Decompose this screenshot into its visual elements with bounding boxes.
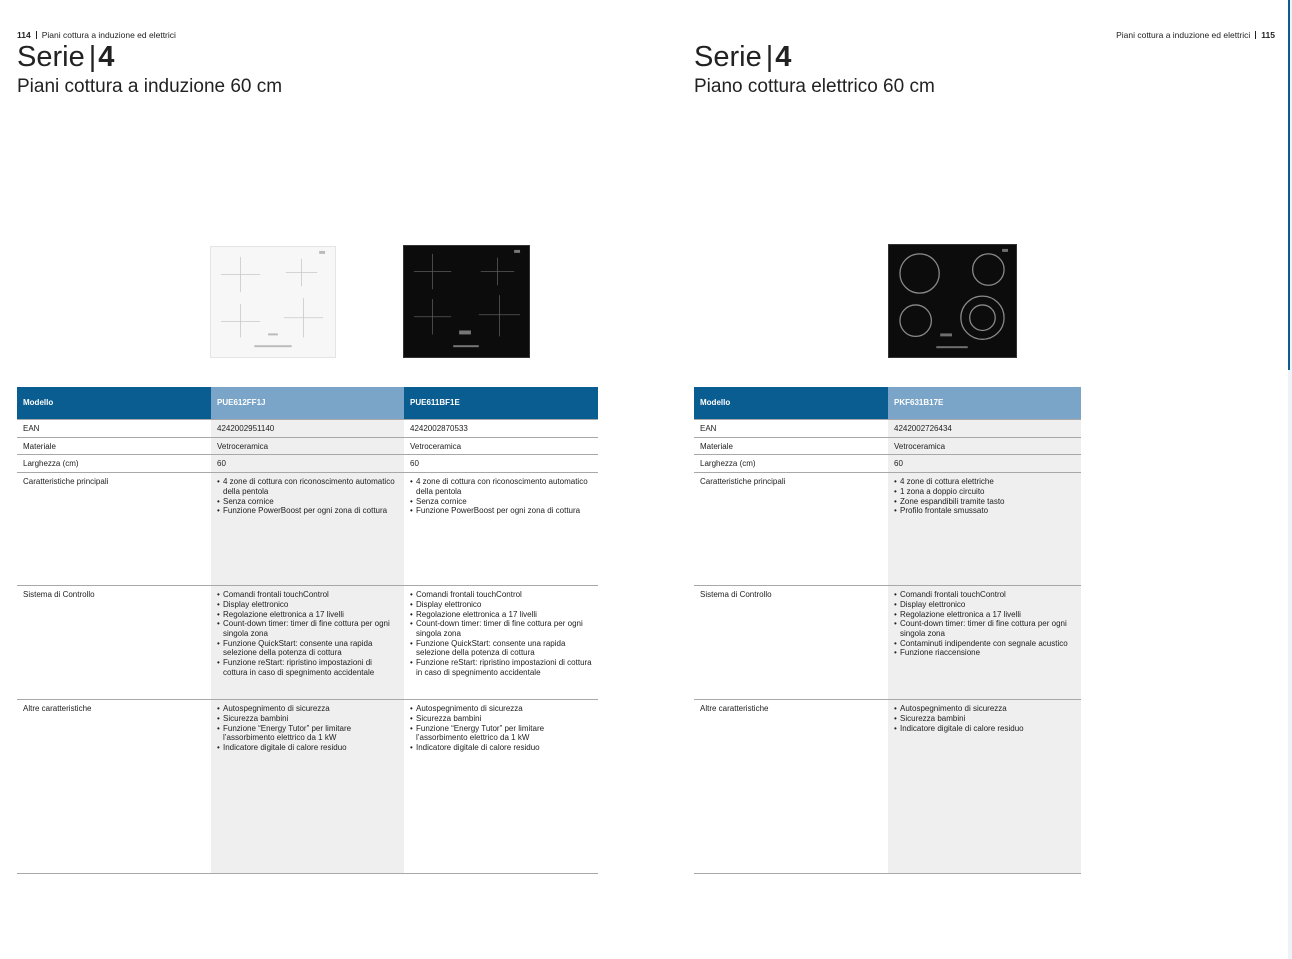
list-item: • Comandi frontali touchControl <box>410 590 592 600</box>
header-modello: Modello <box>17 387 211 420</box>
list-item: • Display elettronico <box>410 600 592 610</box>
list-item: • Senza cornice <box>217 497 398 507</box>
cell-value: Vetroceramica <box>888 437 1081 455</box>
page-number-right: 115 <box>1261 30 1275 40</box>
page-edge-bar <box>1288 0 1292 959</box>
serie-number: 4 <box>98 41 115 73</box>
subtitle-right: Piano cottura elettrico 60 cm <box>694 76 935 97</box>
serie-number: 4 <box>775 41 792 73</box>
electric-hob-black-icon <box>889 245 1016 357</box>
cell-list <box>888 473 1081 586</box>
list-item: • Indicatore digitale di calore residuo <box>410 743 592 753</box>
header-modello: Modello <box>694 387 888 420</box>
row-label: Materiale <box>694 437 888 455</box>
header-separator <box>36 31 37 39</box>
list-item: • Comandi frontali touchControl <box>217 590 398 600</box>
bullet-list <box>217 590 398 677</box>
header-model-pue612ff1j: PUE612FF1J <box>211 387 404 420</box>
row-label: Materiale <box>17 437 211 455</box>
list-item: • Funzione “Energy Tutor” per limitare l’assorbimento elettrico da 1 kW <box>217 724 398 743</box>
row-label: Sistema di Controllo <box>694 586 888 700</box>
list-item: • Contaminuti indipendente con segnale acustico <box>894 639 1075 649</box>
list-item: • Profilo frontale smussato <box>894 506 1075 516</box>
list-item: • Sicurezza bambini <box>217 714 398 724</box>
table-row-altre-caratteristiche <box>17 700 598 874</box>
list-item: • Regolazione elettronica a 17 livelli <box>217 610 398 620</box>
row-label: EAN <box>17 420 211 438</box>
list-item: • 4 zone di cottura con riconoscimento automatico della pentola <box>410 477 592 496</box>
list-item: • 4 zone di cottura con riconoscimento automatico della pentola <box>217 477 398 496</box>
cell-list <box>404 586 598 700</box>
cell-value: 60 <box>404 455 598 473</box>
table-row-materiale <box>694 437 1081 455</box>
spec-table-right <box>694 387 1081 874</box>
list-item: • Senza cornice <box>410 497 592 507</box>
table-row-ean <box>17 420 598 438</box>
serie-word: Serie <box>17 41 85 73</box>
table-row-ean <box>694 420 1081 438</box>
serie-pipe: | <box>765 41 774 73</box>
list-item: • Count-down timer: timer di fine cottura per ogni singola zona <box>217 619 398 638</box>
list-item: • Funzione QuickStart: consente una rapida selezione della potenza di cottura <box>217 639 398 658</box>
list-item: • Comandi frontali touchControl <box>894 590 1075 600</box>
row-label: Sistema di Controllo <box>17 586 211 700</box>
row-label: Caratteristiche principali <box>694 473 888 586</box>
list-item: • Indicatore digitale di calore residuo <box>894 724 1075 734</box>
serie-pipe: | <box>88 41 97 73</box>
list-item: • Count-down timer: timer di fine cottura per ogni singola zona <box>410 619 592 638</box>
table-row-materiale <box>17 437 598 455</box>
list-item: • Funzione QuickStart: consente una rapida selezione della potenza di cottura <box>410 639 592 658</box>
cell-list <box>211 700 404 874</box>
list-item: • Funzione PowerBoost per ogni zona di cottura <box>217 506 398 516</box>
list-item: • Sicurezza bambini <box>410 714 592 724</box>
list-item: • Autospegnimento di sicurezza <box>894 704 1075 714</box>
table-row-altre-caratteristiche <box>694 700 1081 874</box>
cell-list <box>888 700 1081 874</box>
bullet-list <box>894 590 1075 658</box>
list-item: • Display elettronico <box>217 600 398 610</box>
right-page <box>646 0 1292 959</box>
table-header-row <box>694 387 1081 420</box>
row-label: Caratteristiche principali <box>17 473 211 586</box>
list-item: • Display elettronico <box>894 600 1075 610</box>
list-item: • Funzione “Energy Tutor” per limitare l’assorbimento elettrico da 1 kW <box>410 724 592 743</box>
running-header-right <box>1116 30 1275 40</box>
bullet-list <box>410 590 592 677</box>
list-item: • Funzione riaccensione <box>894 648 1075 658</box>
electric-hob-black-image <box>888 244 1017 358</box>
cell-list <box>888 586 1081 700</box>
list-item: • Funzione PowerBoost per ogni zona di cottura <box>410 506 592 516</box>
list-item: • 4 zone di cottura elettriche <box>894 477 1075 487</box>
list-item: • Zone espandibili tramite tasto <box>894 497 1075 507</box>
list-item: • Indicatore digitale di calore residuo <box>217 743 398 753</box>
table-header-row <box>17 387 598 420</box>
list-item: • Funzione reStart: ripristino impostazioni di cottura in caso di spegnimento accidentale <box>217 658 398 677</box>
running-title-left: Piani cottura a induzione ed elettrici <box>41 30 176 40</box>
table-row-larghezza <box>694 455 1081 473</box>
row-label: Altre caratteristiche <box>694 700 888 874</box>
bullet-list <box>894 477 1075 516</box>
subtitle-left: Piani cottura a induzione 60 cm <box>17 76 283 97</box>
cell-value: 60 <box>888 455 1081 473</box>
cell-list <box>404 700 598 874</box>
running-header-left <box>17 30 176 40</box>
table-row-caratteristiche <box>17 473 598 586</box>
bullet-list <box>410 704 592 753</box>
serie-title-left <box>17 40 114 74</box>
cell-value: 60 <box>211 455 404 473</box>
running-title-right: Piani cottura a induzione ed elettrici <box>1116 30 1251 40</box>
header-model-pkf631b17e: PKF631B17E <box>888 387 1081 420</box>
page-number-left: 114 <box>17 30 31 40</box>
row-label: Larghezza (cm) <box>694 455 888 473</box>
table-row-sistema-controllo <box>17 586 598 700</box>
induction-hob-black-icon <box>404 246 529 357</box>
row-label: Altre caratteristiche <box>17 700 211 874</box>
table-row-caratteristiche <box>694 473 1081 586</box>
cell-list <box>211 473 404 586</box>
list-item: • Funzione reStart: ripristino impostazioni di cottura in caso di spegnimento accidentale <box>410 658 592 677</box>
induction-hob-black-image <box>403 245 530 358</box>
list-item: • Sicurezza bambini <box>894 714 1075 724</box>
cell-value: 4242002951140 <box>211 420 404 438</box>
header-model-pue611bf1e: PUE611BF1E <box>404 387 598 420</box>
list-item: • Regolazione elettronica a 17 livelli <box>410 610 592 620</box>
header-separator <box>1255 31 1256 39</box>
bullet-list <box>217 704 398 753</box>
cell-list <box>404 473 598 586</box>
list-item: • Count-down timer: timer di fine cottura per ogni singola zona <box>894 619 1075 638</box>
bullet-list <box>894 704 1075 733</box>
list-item: • Regolazione elettronica a 17 livelli <box>894 610 1075 620</box>
list-item: • Autospegnimento di sicurezza <box>217 704 398 714</box>
list-item: • Autospegnimento di sicurezza <box>410 704 592 714</box>
cell-value: 4242002726434 <box>888 420 1081 438</box>
list-item: • 1 zona a doppio circuito <box>894 487 1075 497</box>
cell-value: Vetroceramica <box>211 437 404 455</box>
cell-list <box>211 586 404 700</box>
bullet-list <box>217 477 398 516</box>
table-row-sistema-controllo <box>694 586 1081 700</box>
table-row-larghezza <box>17 455 598 473</box>
induction-hob-white-image <box>210 246 336 358</box>
row-label: EAN <box>694 420 888 438</box>
row-label: Larghezza (cm) <box>17 455 211 473</box>
serie-word: Serie <box>694 41 762 73</box>
cell-value: 4242002870533 <box>404 420 598 438</box>
cell-value: Vetroceramica <box>404 437 598 455</box>
serie-title-right <box>694 40 791 74</box>
bullet-list <box>410 477 592 516</box>
induction-hob-white-icon <box>211 247 335 357</box>
spec-table-left <box>17 387 598 874</box>
